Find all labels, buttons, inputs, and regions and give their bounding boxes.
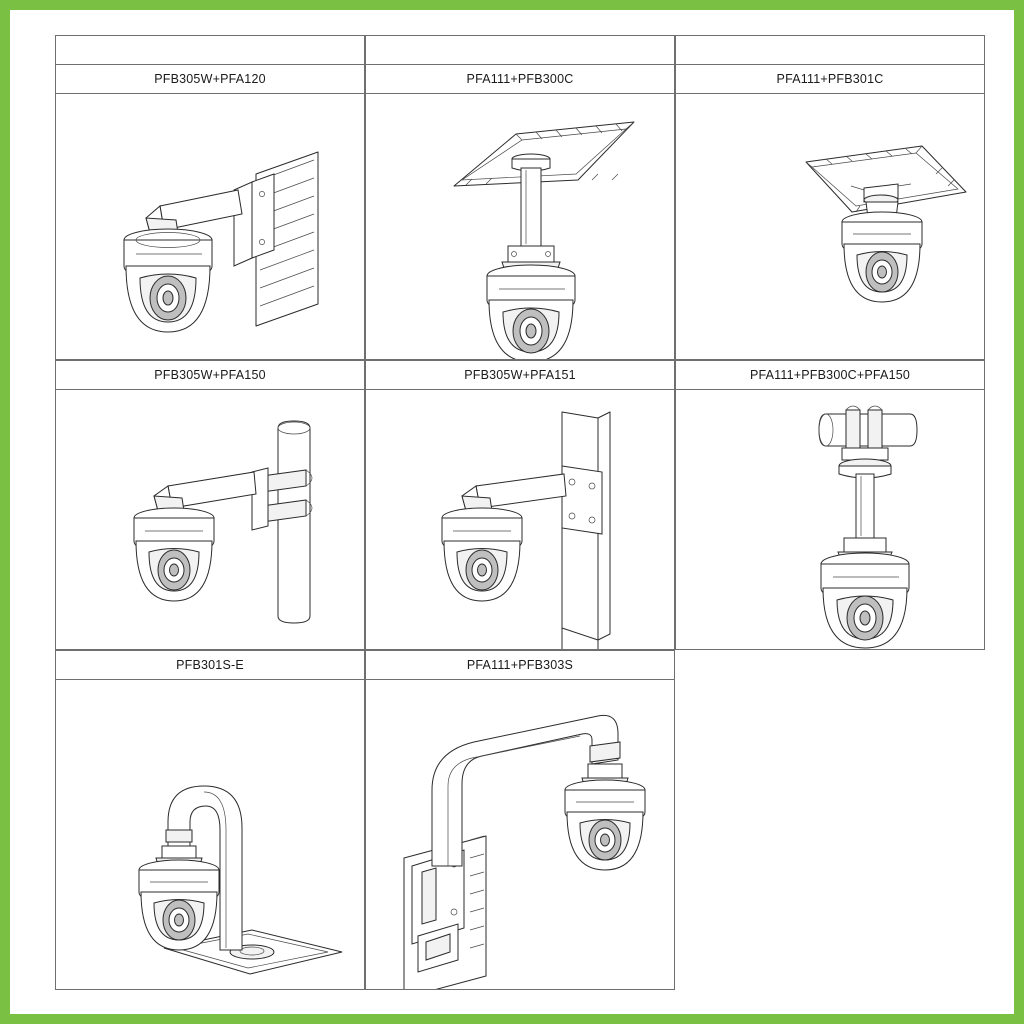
drawing-r3c2 bbox=[366, 680, 674, 989]
drawing-r2c3 bbox=[676, 390, 984, 649]
cell-label-r3c1: PFB301S-E bbox=[56, 651, 364, 680]
table-cell-r1c3 bbox=[675, 35, 985, 360]
drawing-r2c1 bbox=[56, 390, 364, 649]
cell-label-r2c3: PFA111+PFB300C+PFA150 bbox=[676, 361, 984, 390]
table-cell-r2c2 bbox=[365, 360, 675, 650]
mounting-options-table bbox=[55, 35, 985, 990]
drawing-r3c1 bbox=[56, 680, 364, 989]
cell-label-r3c2: PFA111+PFB303S bbox=[366, 651, 674, 680]
table-cell-r2c1 bbox=[55, 360, 365, 650]
blank-header-strip-r1c1 bbox=[56, 36, 364, 65]
drawing-r1c2 bbox=[366, 94, 674, 359]
table-grid bbox=[55, 35, 985, 990]
table-cell-r2c3 bbox=[675, 360, 985, 650]
table-cell-r1c1 bbox=[55, 35, 365, 360]
blank-header-strip-r1c3 bbox=[676, 36, 984, 65]
drawing-r1c1 bbox=[56, 94, 364, 359]
drawing-r1c3 bbox=[676, 94, 984, 359]
table-cell-r1c2 bbox=[365, 35, 675, 360]
table-cell-r3c1 bbox=[55, 650, 365, 990]
drawing-r2c2 bbox=[366, 390, 674, 649]
table-cell-r3c2 bbox=[365, 650, 675, 990]
cell-label-r1c2: PFA111+PFB300C bbox=[366, 65, 674, 94]
cell-label-r2c2: PFB305W+PFA151 bbox=[366, 361, 674, 390]
table-cell-r3c3 bbox=[675, 650, 985, 990]
cell-label-r1c3: PFA111+PFB301C bbox=[676, 65, 984, 94]
drawing-r3c3 bbox=[675, 650, 985, 990]
blank-header-strip-r1c2 bbox=[366, 36, 674, 65]
cell-label-r1c1: PFB305W+PFA120 bbox=[56, 65, 364, 94]
cell-label-r2c1: PFB305W+PFA150 bbox=[56, 361, 364, 390]
